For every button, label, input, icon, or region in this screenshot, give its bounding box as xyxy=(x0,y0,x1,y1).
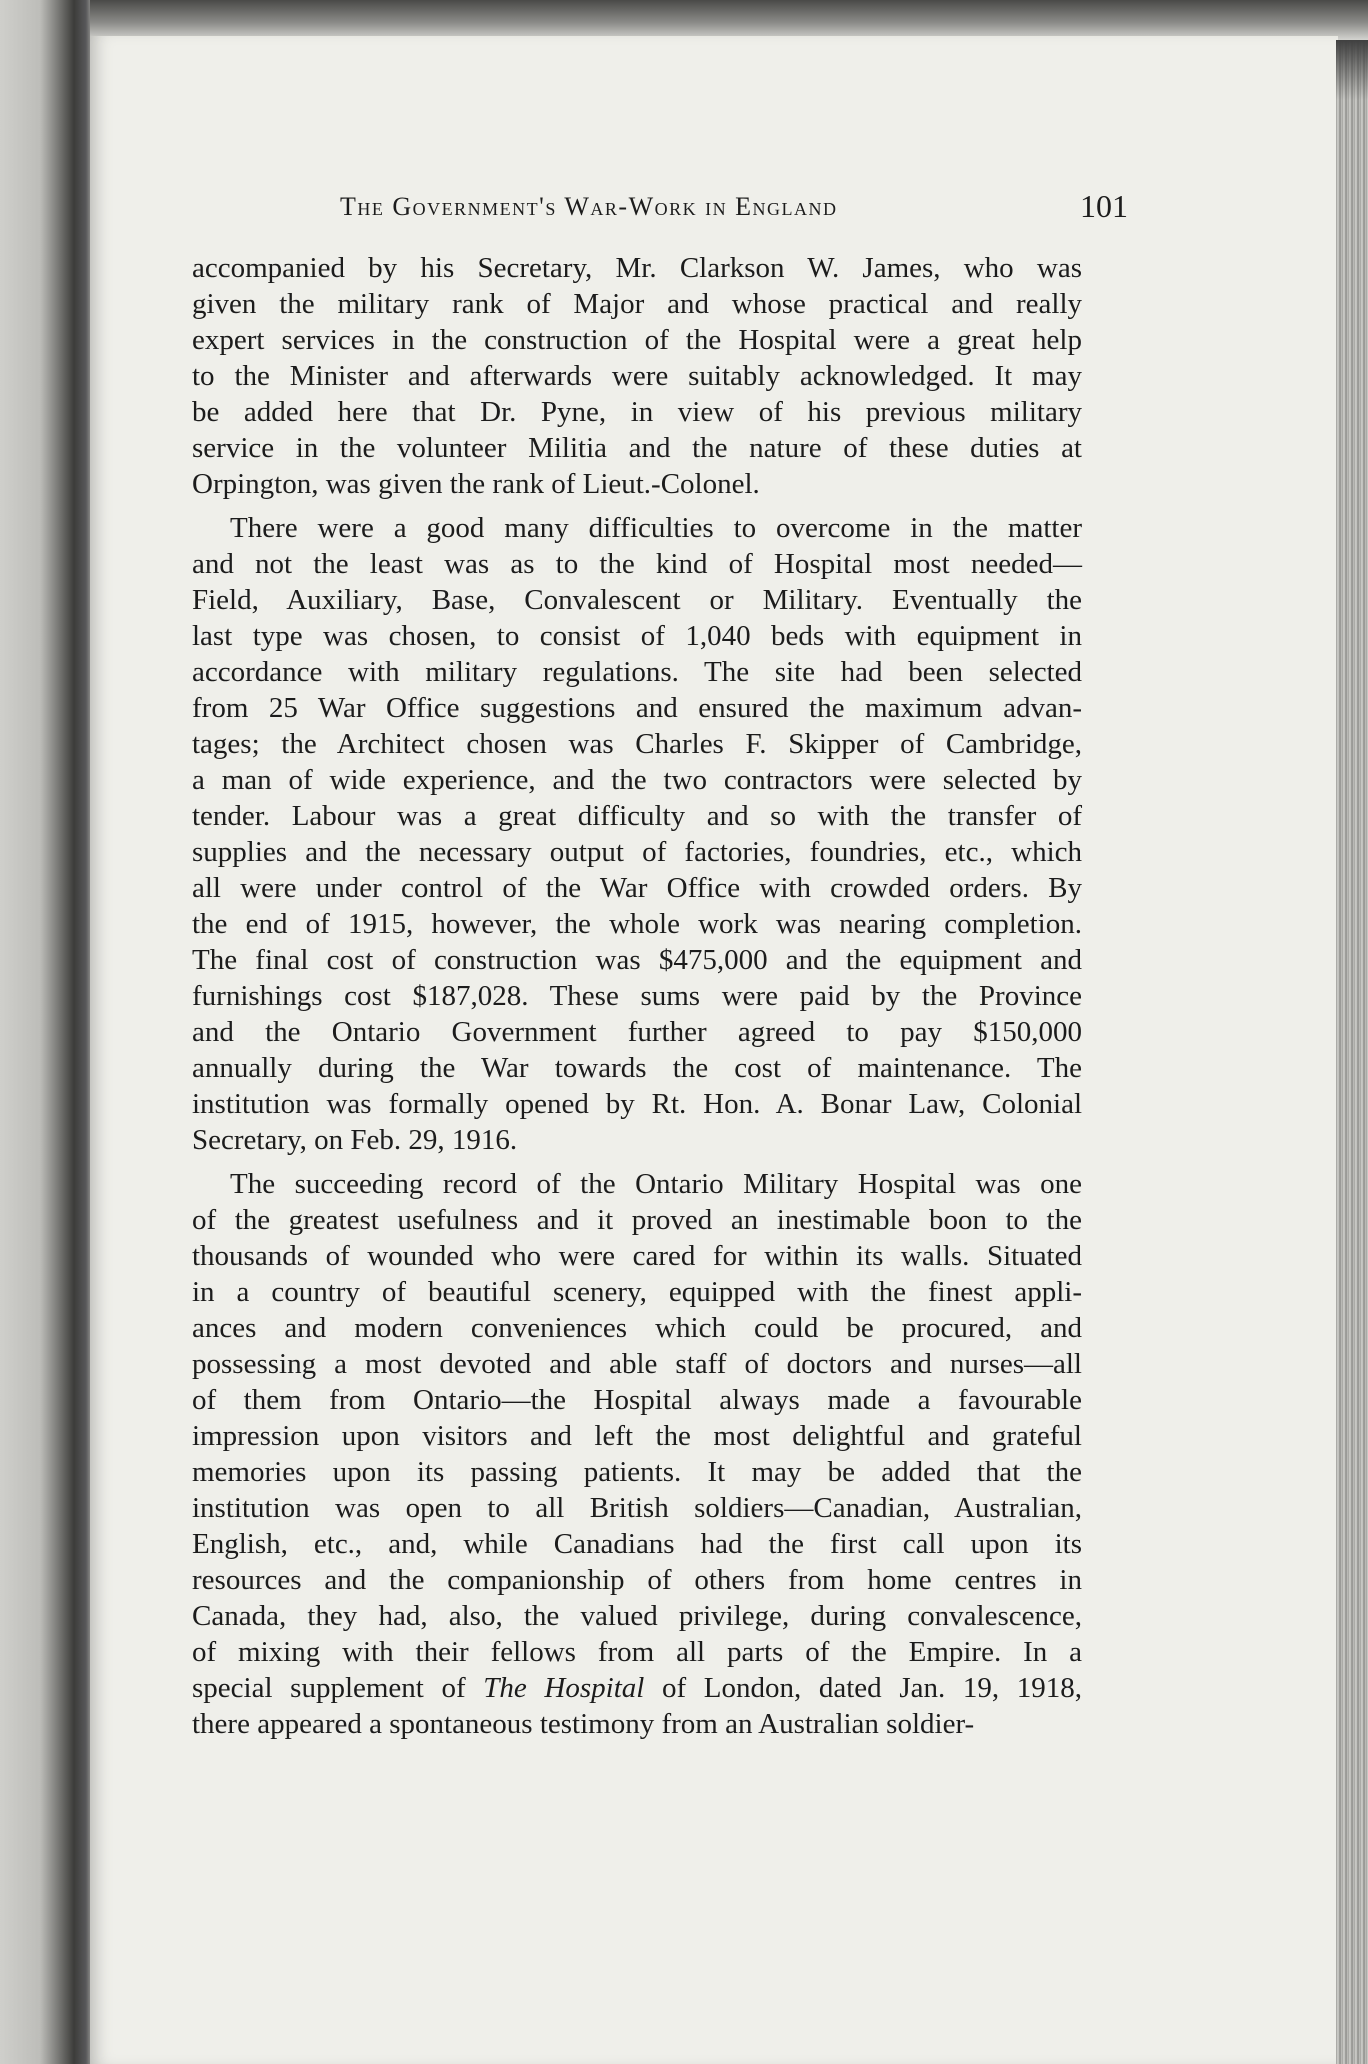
body-line: expert services in the construction of the Hospital were a great help xyxy=(192,324,1082,356)
body-line: thousands of wounded who were cared for within its walls. Situated xyxy=(192,1240,1082,1272)
body-line: and the Ontario Government further agreed to pay $150,000 xyxy=(192,1016,1082,1048)
body-line: There were a good many difficulties to overcome in the matter xyxy=(230,512,1082,544)
body-line: annually during the War towards the cost of maintenance. The xyxy=(192,1052,1082,1084)
body-line: tender. Labour was a great difficulty and so with the transfer of xyxy=(192,800,1082,832)
body-line: of mixing with their fellows from all parts of the Empire. In a xyxy=(192,1636,1082,1668)
italic-title: The Hospital xyxy=(483,1672,645,1704)
body-line: be added here that Dr. Pyne, in view of his previous military xyxy=(192,396,1082,428)
page-edges xyxy=(1336,40,1368,2064)
page-number: 101 xyxy=(1080,188,1128,224)
body-line: the end of 1915, however, the whole work was nearing completion. xyxy=(192,908,1082,940)
body-line: of them from Ontario—the Hospital always made a favourable xyxy=(192,1384,1082,1416)
body-line: there appeared a spontaneous testimony from an Australian soldier- xyxy=(192,1708,975,1740)
body-line: Orpington, was given the rank of Lieut.-Colonel. xyxy=(192,468,760,500)
body-line: in a country of beautiful scenery, equipped with the finest appli- xyxy=(192,1276,1082,1308)
book-gutter xyxy=(0,0,90,2064)
body-line: and not the least was as to the kind of Hospital most needed— xyxy=(192,548,1082,580)
body-line: resources and the companionship of others from home centres in xyxy=(192,1564,1082,1596)
body-line: accompanied by his Secretary, Mr. Clarkson W. James, who was xyxy=(192,252,1082,284)
body-line: given the military rank of Major and whose practical and really xyxy=(192,288,1082,320)
body-line: last type was chosen, to consist of 1,040 beds with equipment in xyxy=(192,620,1082,652)
body-line: Secretary, on Feb. 29, 1916. xyxy=(192,1124,518,1156)
body-line: institution was open to all British soldiers—Canadian, Australian, xyxy=(192,1492,1082,1524)
body-line: ances and modern conveniences which could be procured, and xyxy=(192,1312,1082,1344)
body-line: The succeeding record of the Ontario Military Hospital was one xyxy=(230,1168,1082,1200)
body-line: all were under control of the War Office with crowded orders. By xyxy=(192,872,1082,904)
page-edges-shadow xyxy=(1336,40,1368,100)
body-line: Canada, they had, also, the valued privilege, during convalescence, xyxy=(192,1600,1082,1632)
body-line: tages; the Architect chosen was Charles F. Skipper of Cambridge, xyxy=(192,728,1082,760)
body-line: furnishings cost $187,028. These sums were paid by the Province xyxy=(192,980,1082,1012)
body-line: English, etc., and, while Canadians had the first call upon its xyxy=(192,1528,1082,1560)
body-line: service in the volunteer Militia and the nature of these duties at xyxy=(192,432,1082,464)
body-line: from 25 War Office suggestions and ensured the maximum advan- xyxy=(192,692,1082,724)
body-line: impression upon visitors and left the most delightful and grateful xyxy=(192,1420,1082,1452)
body-line: of the greatest usefulness and it proved an inestimable boon to the xyxy=(192,1204,1082,1236)
body-line: to the Minister and afterwards were suitably acknowledged. It may xyxy=(192,360,1082,392)
body-line: institution was formally opened by Rt. Hon. A. Bonar Law, Colonial xyxy=(192,1088,1082,1120)
body-line: memories upon its passing patients. It may be added that the xyxy=(192,1456,1082,1488)
body-line: special supplement of The Hospital of London, dated Jan. 19, 1918, xyxy=(192,1672,1082,1704)
body-line: supplies and the necessary output of factories, foundries, etc., which xyxy=(192,836,1082,868)
body-line: a man of wide experience, and the two contractors were selected by xyxy=(192,764,1082,796)
body-line: accordance with military regulations. The site had been selected xyxy=(192,656,1082,688)
running-head-text: The Government's War-Work in England xyxy=(340,192,838,221)
body-line: The final cost of construction was $475,000 and the equipment and xyxy=(192,944,1082,976)
body-line: possessing a most devoted and able staff of doctors and nurses—all xyxy=(192,1348,1082,1380)
running-head xyxy=(340,188,940,226)
body-line: Field, Auxiliary, Base, Convalescent or Military. Eventually the xyxy=(192,584,1082,616)
